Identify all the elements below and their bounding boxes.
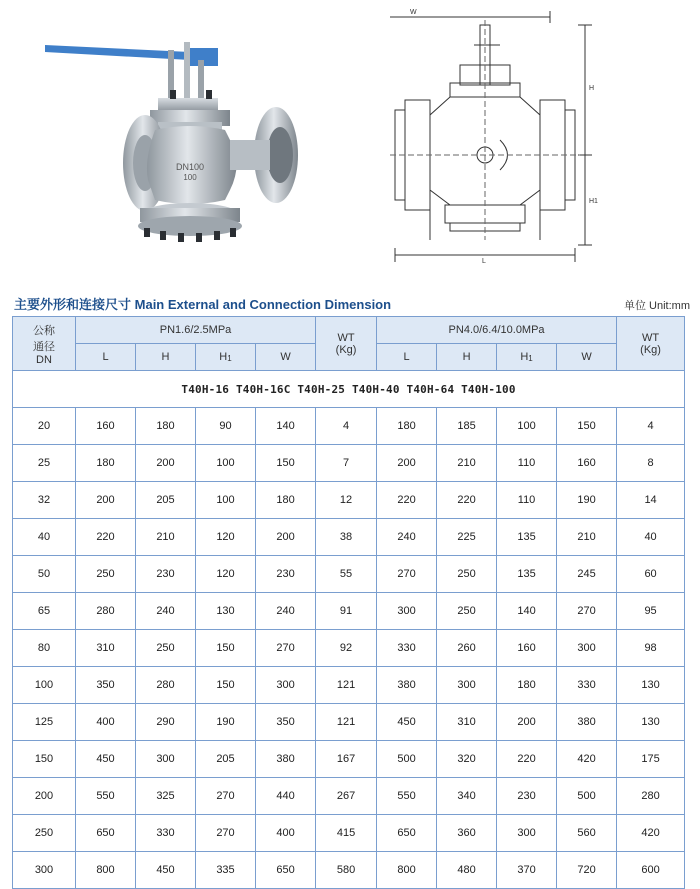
table-cell: 220 — [497, 741, 557, 778]
table-cell: 140 — [256, 408, 316, 445]
table-cell: 330 — [136, 815, 196, 852]
dimension-drawing — [390, 5, 600, 265]
table-cell: 250 — [76, 556, 136, 593]
table-row — [13, 482, 685, 519]
dim-h-label: H — [589, 85, 595, 92]
table-cell: 230 — [497, 778, 557, 815]
table-cell: 400 — [256, 815, 316, 852]
table-cell: 200 — [13, 778, 76, 815]
section-heading-en: Main External and Connection Dimension — [134, 297, 392, 312]
table-cell: 4 — [316, 408, 377, 445]
table-cell: 380 — [557, 704, 617, 741]
table-cell: 180 — [76, 445, 136, 482]
table-cell: 190 — [557, 482, 617, 519]
table-cell: 200 — [136, 445, 196, 482]
table-cell: 270 — [557, 593, 617, 630]
table-cell: 300 — [256, 667, 316, 704]
table-cell: 210 — [437, 445, 497, 482]
table-cell: 230 — [256, 556, 316, 593]
table-cell: 300 — [437, 667, 497, 704]
table-cell: 205 — [196, 741, 256, 778]
table-cell: 180 — [136, 408, 196, 445]
table-cell: 415 — [316, 815, 377, 852]
table-cell: 220 — [377, 482, 437, 519]
table-cell: 200 — [497, 704, 557, 741]
table-cell: 340 — [437, 778, 497, 815]
table-cell: 210 — [557, 519, 617, 556]
table-cell: 100 — [196, 445, 256, 482]
table-cell: 120 — [196, 556, 256, 593]
table-cell: 440 — [256, 778, 316, 815]
table-cell: 350 — [76, 667, 136, 704]
col-h1: H1 — [497, 344, 557, 371]
table-cell: 100 — [497, 408, 557, 445]
table-cell: 210 — [136, 519, 196, 556]
table-cell: 350 — [256, 704, 316, 741]
table-row — [13, 704, 685, 741]
table-cell: 720 — [557, 852, 617, 889]
table-cell: 480 — [437, 852, 497, 889]
table-cell: 130 — [617, 704, 685, 741]
table-cell: 160 — [76, 408, 136, 445]
col-h: H — [437, 344, 497, 371]
col-w: W — [256, 344, 316, 371]
table-cell: 560 — [557, 815, 617, 852]
table-row — [13, 556, 685, 593]
table-cell: 7 — [316, 445, 377, 482]
table-cell: 500 — [377, 741, 437, 778]
table-row — [13, 815, 685, 852]
table-cell: 450 — [377, 704, 437, 741]
table-cell: 167 — [316, 741, 377, 778]
table-row — [13, 519, 685, 556]
table-cell: 32 — [13, 482, 76, 519]
table-cell: 450 — [136, 852, 196, 889]
table-cell: 250 — [437, 593, 497, 630]
table-cell: 110 — [497, 482, 557, 519]
table-row — [13, 593, 685, 630]
table-cell: 95 — [617, 593, 685, 630]
table-cell: 160 — [557, 445, 617, 482]
table-cell: 120 — [196, 519, 256, 556]
table-cell: 12 — [316, 482, 377, 519]
col-w: W — [557, 344, 617, 371]
table-cell: 330 — [557, 667, 617, 704]
table-cell: 270 — [196, 815, 256, 852]
table-cell: 125 — [13, 704, 76, 741]
table-cell: 25 — [13, 445, 76, 482]
table-cell: 40 — [617, 519, 685, 556]
table-cell: 55 — [316, 556, 377, 593]
table-cell: 370 — [497, 852, 557, 889]
table-cell: 250 — [13, 815, 76, 852]
table-cell: 420 — [617, 815, 685, 852]
table-cell: 90 — [196, 408, 256, 445]
col-l: L — [377, 344, 437, 371]
group1-header: PN1.6/2.5MPa — [76, 317, 316, 344]
dim-l-label: L — [482, 258, 486, 265]
table-cell: 270 — [196, 778, 256, 815]
table-cell: 800 — [377, 852, 437, 889]
section-heading — [14, 294, 391, 313]
wt-header-2: WT (Kg) — [617, 317, 685, 371]
table-cell: 260 — [437, 630, 497, 667]
table-row — [13, 852, 685, 889]
dn-header: 公称 通径 DN — [13, 317, 76, 371]
table-cell: 300 — [136, 741, 196, 778]
table-cell: 100 — [196, 482, 256, 519]
table-cell: 100 — [13, 667, 76, 704]
table-cell: 330 — [377, 630, 437, 667]
table-cell: 190 — [196, 704, 256, 741]
table-cell: 360 — [437, 815, 497, 852]
table-cell: 650 — [377, 815, 437, 852]
table-cell: 335 — [196, 852, 256, 889]
table-row — [13, 741, 685, 778]
table-cell: 180 — [256, 482, 316, 519]
table-cell: 135 — [497, 556, 557, 593]
table-row — [13, 667, 685, 704]
table-cell: 550 — [76, 778, 136, 815]
table-cell: 98 — [617, 630, 685, 667]
table-cell: 4 — [617, 408, 685, 445]
table-cell: 650 — [76, 815, 136, 852]
table-cell: 140 — [497, 593, 557, 630]
table-row — [13, 778, 685, 815]
table-row — [13, 445, 685, 482]
table-cell: 225 — [437, 519, 497, 556]
table-cell: 500 — [557, 778, 617, 815]
table-cell: 150 — [196, 667, 256, 704]
model-list: T40H-16 T40H-16C T40H-25 T40H-40 T40H-64 T40H-100 — [13, 371, 685, 408]
table-cell: 290 — [136, 704, 196, 741]
dim-w-label: W — [410, 9, 417, 16]
table-cell: 150 — [256, 445, 316, 482]
table-cell: 91 — [316, 593, 377, 630]
dimension-table — [12, 316, 685, 889]
table-cell: 65 — [13, 593, 76, 630]
col-h: H — [136, 344, 196, 371]
table-cell: 200 — [76, 482, 136, 519]
table-cell: 400 — [76, 704, 136, 741]
table-cell: 250 — [136, 630, 196, 667]
table-cell: 580 — [316, 852, 377, 889]
table-cell: 60 — [617, 556, 685, 593]
table-cell: 150 — [557, 408, 617, 445]
table-cell: 14 — [617, 482, 685, 519]
table-cell: 267 — [316, 778, 377, 815]
valve-photo — [40, 30, 310, 260]
col-h1: H1 — [196, 344, 256, 371]
table-cell: 220 — [76, 519, 136, 556]
table-cell: 280 — [617, 778, 685, 815]
table-cell: 8 — [617, 445, 685, 482]
table-cell: 20 — [13, 408, 76, 445]
wt-header-1: WT (Kg) — [316, 317, 377, 371]
table-cell: 300 — [497, 815, 557, 852]
table-cell: 250 — [437, 556, 497, 593]
table-cell: 130 — [617, 667, 685, 704]
table-cell: 420 — [557, 741, 617, 778]
table-cell: 310 — [437, 704, 497, 741]
table-cell: 200 — [377, 445, 437, 482]
table-row — [13, 408, 685, 445]
table-cell: 130 — [196, 593, 256, 630]
table-cell: 650 — [256, 852, 316, 889]
table-cell: 220 — [437, 482, 497, 519]
table-cell: 380 — [377, 667, 437, 704]
table-cell: 230 — [136, 556, 196, 593]
table-cell: 38 — [316, 519, 377, 556]
table-cell: 50 — [13, 556, 76, 593]
table-cell: 245 — [557, 556, 617, 593]
col-l: L — [76, 344, 136, 371]
table-cell: 160 — [497, 630, 557, 667]
table-cell: 240 — [377, 519, 437, 556]
table-cell: 310 — [76, 630, 136, 667]
table-cell: 200 — [256, 519, 316, 556]
table-cell: 450 — [76, 741, 136, 778]
table-cell: 150 — [13, 741, 76, 778]
table-cell: 121 — [316, 704, 377, 741]
section-heading-cn: 主要外形和连接尺寸 — [14, 298, 132, 313]
group2-header: PN4.0/6.4/10.0MPa — [377, 317, 617, 344]
table-cell: 800 — [76, 852, 136, 889]
table-cell: 320 — [437, 741, 497, 778]
table-cell: 280 — [136, 667, 196, 704]
body-mark-size: 100 — [183, 173, 197, 182]
table-cell: 121 — [316, 667, 377, 704]
table-cell: 185 — [437, 408, 497, 445]
table-cell: 240 — [136, 593, 196, 630]
table-cell: 110 — [497, 445, 557, 482]
table-cell: 270 — [377, 556, 437, 593]
table-cell: 600 — [617, 852, 685, 889]
unit-label: 单位 Unit:mm — [624, 300, 690, 312]
table-cell: 135 — [497, 519, 557, 556]
dim-h1-label: H1 — [589, 198, 598, 205]
table-cell: 300 — [13, 852, 76, 889]
table-cell: 205 — [136, 482, 196, 519]
table-cell: 92 — [316, 630, 377, 667]
table-cell: 175 — [617, 741, 685, 778]
table-cell: 325 — [136, 778, 196, 815]
table-cell: 240 — [256, 593, 316, 630]
table-cell: 270 — [256, 630, 316, 667]
table-cell: 300 — [377, 593, 437, 630]
table-cell: 300 — [557, 630, 617, 667]
table-cell: 280 — [76, 593, 136, 630]
table-cell: 40 — [13, 519, 76, 556]
body-mark-dn: DN100 — [175, 162, 205, 172]
table-cell: 150 — [196, 630, 256, 667]
table-cell: 380 — [256, 741, 316, 778]
table-cell: 80 — [13, 630, 76, 667]
table-row — [13, 630, 685, 667]
table-cell: 550 — [377, 778, 437, 815]
table-cell: 180 — [497, 667, 557, 704]
table-cell: 180 — [377, 408, 437, 445]
